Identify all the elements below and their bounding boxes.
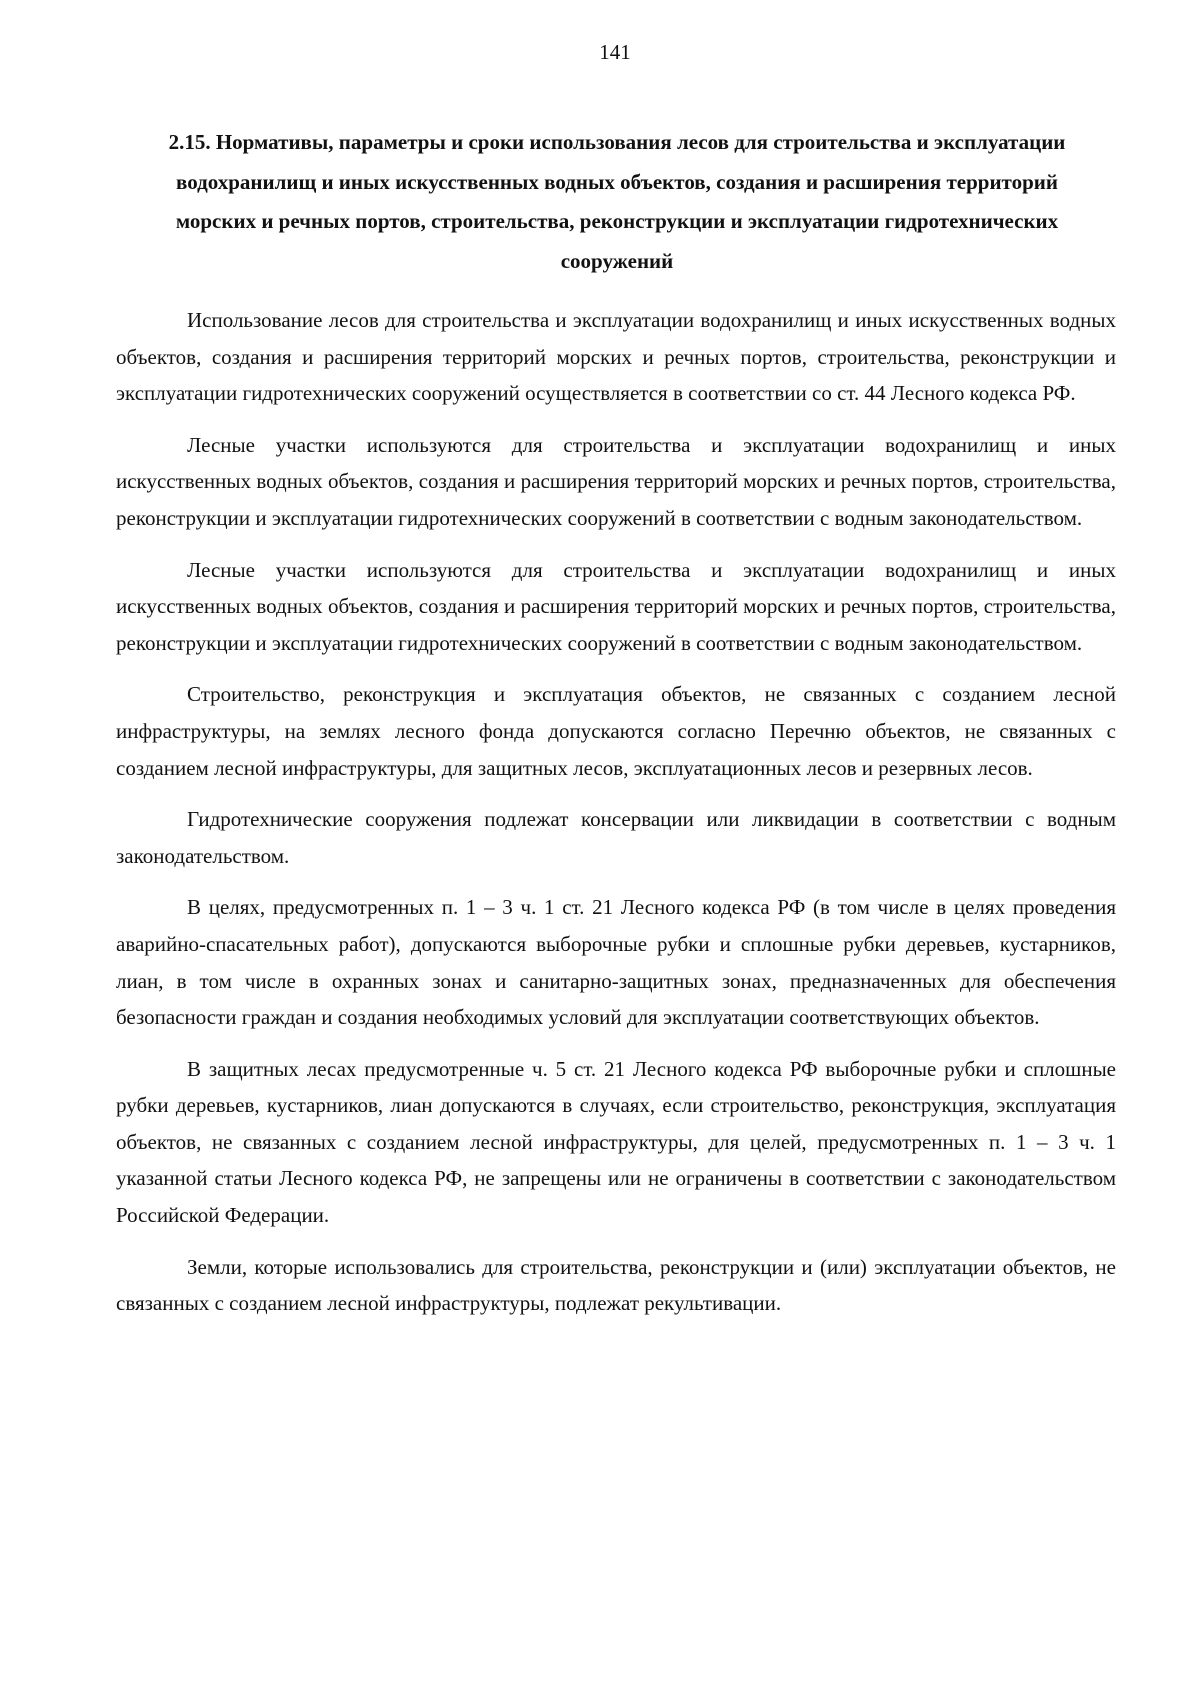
- body-text: [116, 302, 1116, 1337]
- paragraph: Строительство, реконструкция и эксплуатация объектов, не связанных с созданием лесной инфраструктуры, на землях лесного фонда допускаются согласно Перечню объектов, не связанных с созданием лесной инфраструктуры, для защитных лесов, эксплуатационных лесов и резервных лесов.: [116, 682, 1116, 780]
- paragraph: В целях, предусмотренных п. 1 – 3 ч. 1 ст. 21 Лесного кодекса РФ (в том числе в целях проведения аварийно-спасательных работ), допускаются выборочные рубки и сплошные рубки деревьев, кустарников, лиан, в том числе в охранных зонах и санитарно-защитных зонах, предназначенных для обеспечения безопасности граждан и создания необходимых условий для эксплуатации соответствующих объектов.: [116, 895, 1116, 1030]
- paragraph: Земли, которые использовались для строительства, реконструкции и (или) эксплуатации объектов, не связанных с созданием лесной инфраструктуры, подлежат рекультивации.: [116, 1254, 1116, 1316]
- paragraph: Использование лесов для строительства и эксплуатации водохранилищ и иных искусственных водных объектов, создания и расширения территорий морских и речных портов, строительства, реконструкции и эксплуатации гидротехнических сооружений осуществляется в соответствии со ст. 44 Лесного кодекса РФ.: [116, 308, 1116, 406]
- paragraph: Лесные участки используются для строительства и эксплуатации водохранилищ и иных искусственных водных объектов, создания и расширения территорий морских и речных портов, строительства, реконструкции и эксплуатации гидротехнических сооружений в соответствии с водным законодательством.: [116, 432, 1116, 530]
- section-heading: 2.15. Нормативы, параметры и сроки использования лесов для строительства и эксплуатации водохранилищ и иных искусственных водных объектов, создания и расширения территорий морских и речных портов, строительства, реконструкции и эксплуатации гидротехнических сооружений: [168, 130, 1066, 273]
- paragraph: Гидротехнические сооружения подлежат консервации или ликвидации в соответствии с водным законодательством.: [116, 807, 1116, 868]
- paragraph: Лесные участки используются для строительства и эксплуатации водохранилищ и иных искусственных водных объектов, создания и расширения территорий морских и речных портов, строительства, реконструкции и эксплуатации гидротехнических сооружений в соответствии с водным законодательством.: [116, 557, 1116, 655]
- paragraph: В защитных лесах предусмотренные ч. 5 ст. 21 Лесного кодекса РФ выборочные рубки и сплошные рубки деревьев, кустарников, лиан допускаются в случаях, если строительство, реконструкция, эксплуатация объектов, не связанных с созданием лесной инфраструктуры, для целей, предусмотренных п. 1 – 3 ч. 1 указанной статьи Лесного кодекса РФ, не запрещены или не ограничены в соответствии с законодательством Российской Федерации.: [116, 1056, 1116, 1228]
- page-number: 141: [599, 40, 631, 64]
